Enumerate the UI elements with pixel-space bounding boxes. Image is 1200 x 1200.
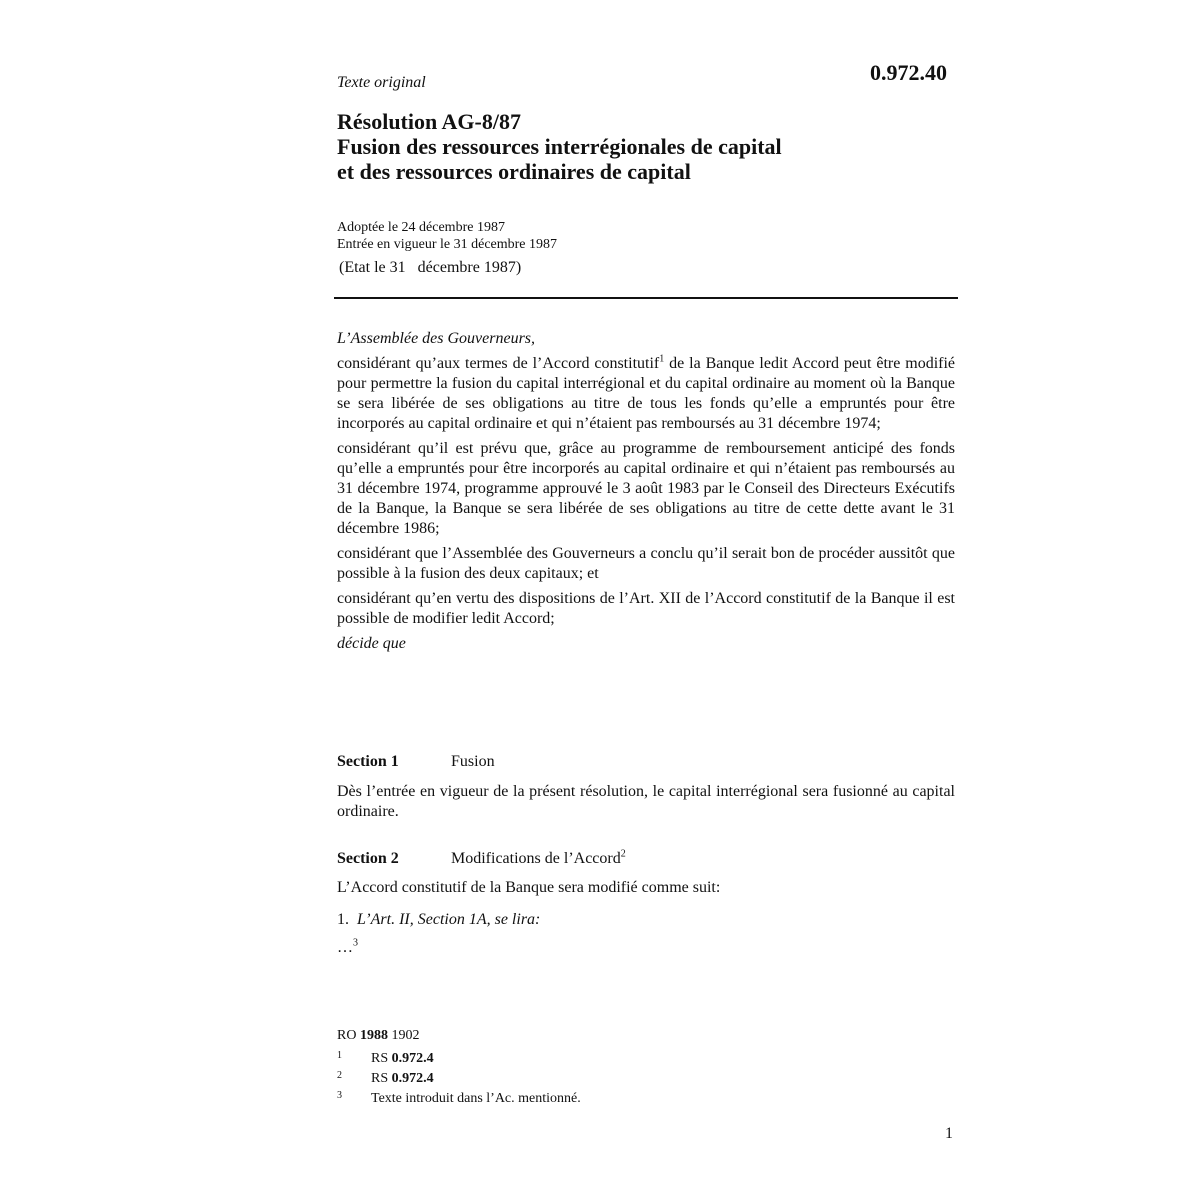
footnote-prefix: RS [371,1071,389,1086]
section-2-heading [337,850,626,868]
footnote-ref-3[interactable]: 3 [353,937,358,949]
amendment-item-1 [337,911,540,929]
in-force-date: Entrée en vigueur le 31 décembre 1987 [337,237,558,252]
preamble-paragraph-2: considérant qu’il est prévu que, grâce au programme de remboursement anticipé des fonds qu’elle a empruntés pour être incorporés au capital ordinaire et qui n’étaient pas remboursés au 31 décembre 1974, programme approuvé le 3 août 1983 par le Conseil des Directeurs Exécutifs de la Banque, la Banque se sera libérée de ses obligations au titre de cette dette avant le 31 décembre 1986; [337,440,955,537]
footnote-2 [337,1067,581,1087]
footnote-number: 3 [337,1090,342,1101]
preamble-intro: L’Assemblée des Gouverneurs, [337,330,536,347]
title-line-3: et des ressources ordinaires de capital [337,159,691,184]
document-title [337,109,782,184]
footnote-ref-1[interactable]: 1 [659,353,665,365]
footnote-1 [337,1047,581,1067]
section-2-title: Modifications de l’Accord [451,850,621,867]
footnote-reference[interactable]: 0.972.4 [391,1051,434,1066]
section-1-number: Section 1 [337,753,399,770]
ellipsis: … [337,939,353,956]
preamble-paragraph-3: considérant que l’Assemblée des Gouverneurs a conclu qu’il serait bon de procéder aussitôt que possible à la fusion des deux capitaux; et [337,545,955,582]
original-text-label: Texte original [337,74,426,91]
section-1-title: Fusion [451,753,495,770]
item-number: 1. [337,911,349,928]
section-2-number: Section 2 [337,850,399,867]
footnote-text: Texte introduit dans l’Ac. mentionné. [371,1091,581,1106]
footnote-3 [337,1087,581,1107]
omitted-text [337,939,358,957]
p1-text-b: de la Banque ledit Accord peut être modifié pour permettre la fusion du capital interrégional et du capital ordinaire au moment où la Banque se sera libérée de ses obligations au titre de tous les fonds qu’elle a empruntés pour être incorporés au capital ordinaire et qui n’étaient pas remboursés au 31 décembre 1974; [337,355,956,432]
preamble [337,329,955,659]
adoption-dates [337,219,557,253]
footnote-number: 2 [337,1070,342,1081]
preamble-paragraph-4: considérant qu’en vertu des dispositions de l’Art. XII de l’Accord constitutif de la Banque il est possible de modifier ledit Accord; [337,590,955,627]
footnote-reference[interactable]: 0.972.4 [391,1071,434,1086]
ro-page: 1902 [391,1028,420,1043]
title-line-1: Résolution AG-8/87 [337,109,521,134]
item-text: L’Art. II, Section 1A, se lira: [357,911,541,928]
footnote-number: 1 [337,1050,342,1061]
footnotes [337,1047,581,1107]
document-code: 0.972.40 [870,60,947,85]
p1-text-a: considérant qu’aux termes de l’Accord constitutif [337,355,660,372]
header-divider [334,297,958,299]
ro-reference [337,1028,419,1044]
section-2-text: L’Accord constitutif de la Banque sera modifié comme suit: [337,879,721,896]
adopted-date: Adoptée le 24 décembre 1987 [337,220,505,235]
decides-clause: décide que [337,635,406,652]
section-1-text: Dès l’entrée en vigueur de la présent résolution, le capital interrégional sera fusionné au capital ordinaire. [337,783,955,820]
page-number: 1 [945,1125,953,1142]
section-1-heading [337,753,495,771]
ro-year: 1988 [359,1028,388,1043]
footnote-prefix: RS [371,1051,389,1066]
ro-prefix: RO [337,1028,357,1043]
title-line-2: Fusion des ressources interrégionales de capital [337,134,782,159]
footnote-ref-2[interactable]: 2 [620,848,626,860]
status-date: (Etat le 31 décembre 1987) [339,259,522,276]
preamble-paragraph-1 [337,354,955,434]
